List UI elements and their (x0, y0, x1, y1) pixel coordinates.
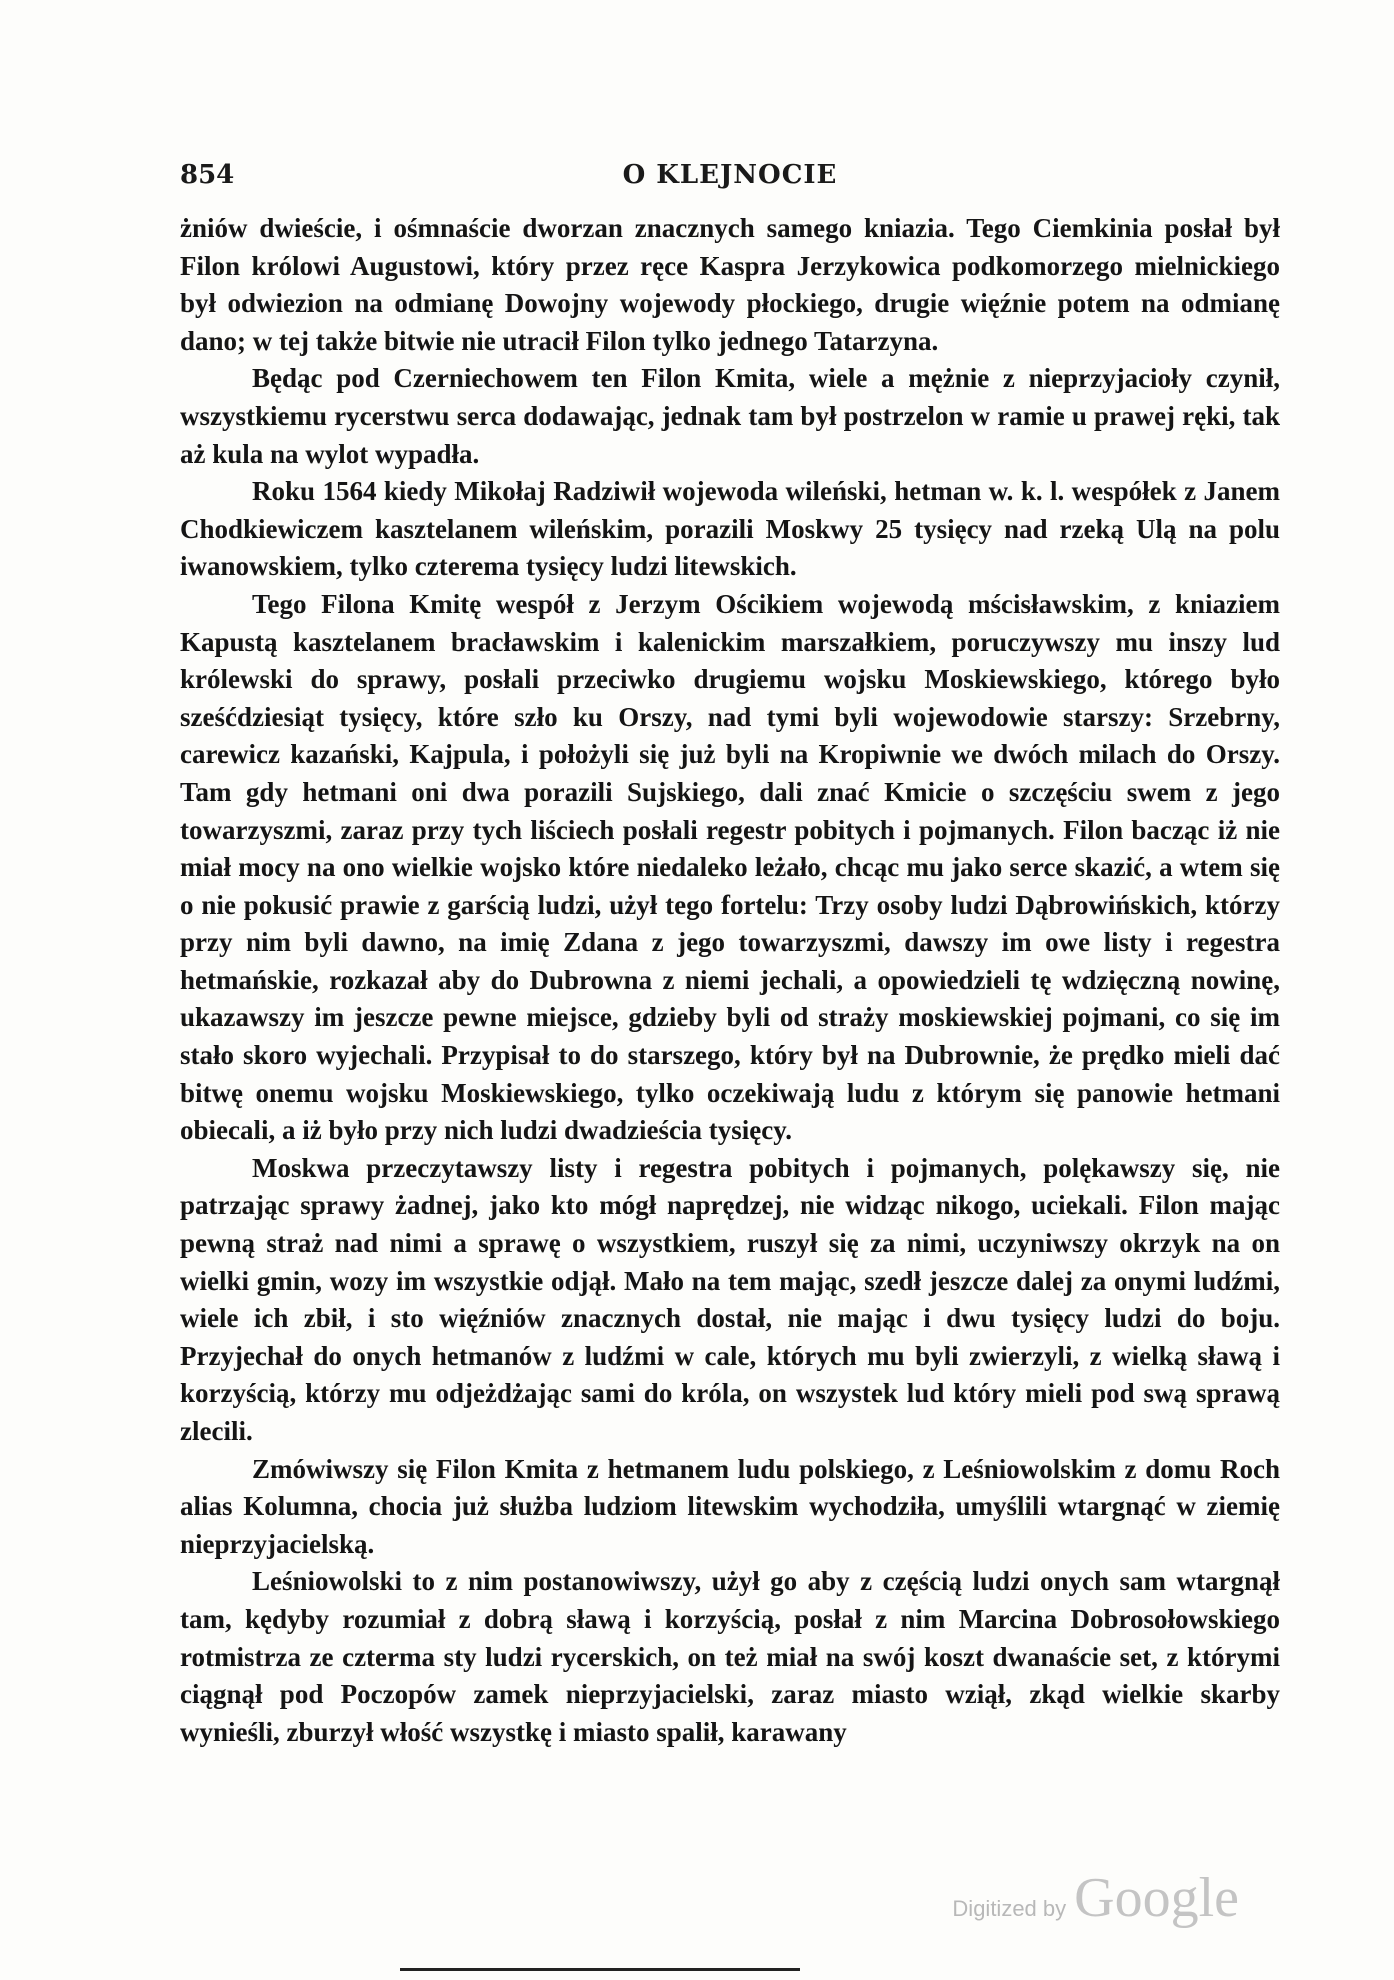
digitized-label: Digitized by (952, 1896, 1067, 1921)
paragraph-1: żniów dwieście, i ośmnaście dworzan znacznych samego kniazia. Tego Ciemkinia posłał był Filon królowi Augustowi, który przez ręce Kaspra Jerzykowica podkomorzego mielnickiego był odwiezion na odmianę Dowojny wojewody płockiego, drugie więźnie potem na odmianę dano; w tej także bitwie nie utracił Filon tylko jednego Tatarzyna. (180, 213, 1280, 356)
bottom-rule (400, 1968, 800, 1971)
digitized-watermark (952, 1866, 1239, 1930)
paragraph-6: Zmówiwszy się Filon Kmita z hetmanem ludu polskiego, z Leśniowolskim z domu Roch alias Kolumna, chocia już służba ludziom litewskim wychodziła, umyślili wtargnąć w ziemię nieprzyjacielską. (180, 1453, 1280, 1559)
paragraph-7: Leśniowolski to z nim postanowiwszy, użył go aby z częścią ludzi onych sam wtargnął tam, kędyby rozumiał z dobrą sławą i korzyścią, posłał z nim Marcina Dobrosołowskiego rotmistrza ze czterma sty ludzi rycerskich, on też miał na swój koszt dwanaście set, z którymi ciągnął pod Poczopów zamek nieprzyjacielski, zaraz miasto wziął, zkąd wielkie skarby wynieśli, zburzył włość wszystkę i miasto spalił, karawany (180, 1566, 1280, 1747)
page-header (180, 160, 1280, 200)
body-text (180, 210, 1280, 1751)
paragraph-4: Tego Filona Kmitę wespół z Jerzym Ościkiem wojewodą mścisławskim, z kniaziem Kapustą kasztelanem bracławskim i kalenickim marszałkiem, poruczywszy mu inszy lud królewski do sprawy, posłali przeciwko drugiemu wojsku Moskiewskiego, którego było sześćdziesiąt tysięcy, które szło ku Orszy, nad tymi byli wojewodowie starszy: Srzebrny, carewicz kazański, Kajpula, i położyli się już byli na Kropiwnie we dwóch milach do Orszy. Tam gdy hetmani oni dwa porazili Sujskiego, dali znać Kmicie o szczęściu swem z jego towarzyszmi, zaraz przy tych liściech posłali regestr pobitych i pojmanych. Filon bacząc iż nie miał mocy na ono wielkie wojsko które niedaleko leżało, chcąc mu jako serce skazić, a wtem się o nie pokusić prawie z garścią ludzi, użył tego fortelu: Trzy osoby ludzi Dąbrowińskich, którzy przy nim byli dawno, na imię Zdana z jego towarzyszmi, dawszy im owe listy i regestra hetmańskie, rozkazał aby do Dubrowna z niemi jechali, a opowiedzieli tę wdzięczną nowinę, ukazawszy im jeszcze pewne miejsce, gdzieby byli od straży moskiewskiej pojmani, co się im stało skoro wyjechali. Przypisał to do starszego, który był na Dubrownie, że prędko mieli dać bitwę onemu wojsku Moskiewskiego, tylko oczekiwają ludu z którym się panowie hetmani obiecali, a iż było przy nich ludzi dwadzieścia tysięcy. (180, 588, 1280, 1146)
running-head: O KLEJNOCIE (622, 160, 838, 190)
paragraph-5: Moskwa przeczytawszy listy i regestra pobitych i pojmanych, polękawszy się, nie patrzając sprawy żadnej, jako kto mógł naprędzej, nie widząc nikogo, uciekali. Filon mając pewną straż nad nimi a sprawę o wszystkiem, ruszył się za nimi, uczyniwszy okrzyk na on wielki gmin, wozy im wszystkie odjął. Mało na tem mając, szedł jeszcze dalej za onymi ludźmi, wiele ich zbił, i sto więźniów znacznych dostał, nie mając i dwu tysięcy ludzi do boju. Przyjechał do onych hetmanów z ludźmi w cale, których mu byli zwierzyli, z wielką sławą i korzyścią, którzy mu odjeżdżając sami do króla, on wszystek lud który mieli pod swą sprawą zlecili. (180, 1152, 1280, 1446)
google-logo: Google (1074, 1867, 1239, 1929)
page-number: 854 (180, 160, 235, 190)
paragraph-2: Będąc pod Czerniechowem ten Filon Kmita, wiele a mężnie z nieprzyjacioły czynił, wszystkiemu rycerstwu serca dodawając, jednak tam był postrzelon w ramie u prawej ręki, tak aż kula na wylot wypadła. (180, 363, 1280, 469)
paragraph-3: Roku 1564 kiedy Mikołaj Radziwił wojewoda wileński, hetman w. k. l. wespółek z Janem Chodkiewiczem kasztelanem wileńskim, porazili Moskwy 25 tysięcy nad rzeką Ulą na polu iwanowskiem, tylko czterema tysięcy ludzi litewskich. (180, 476, 1280, 582)
